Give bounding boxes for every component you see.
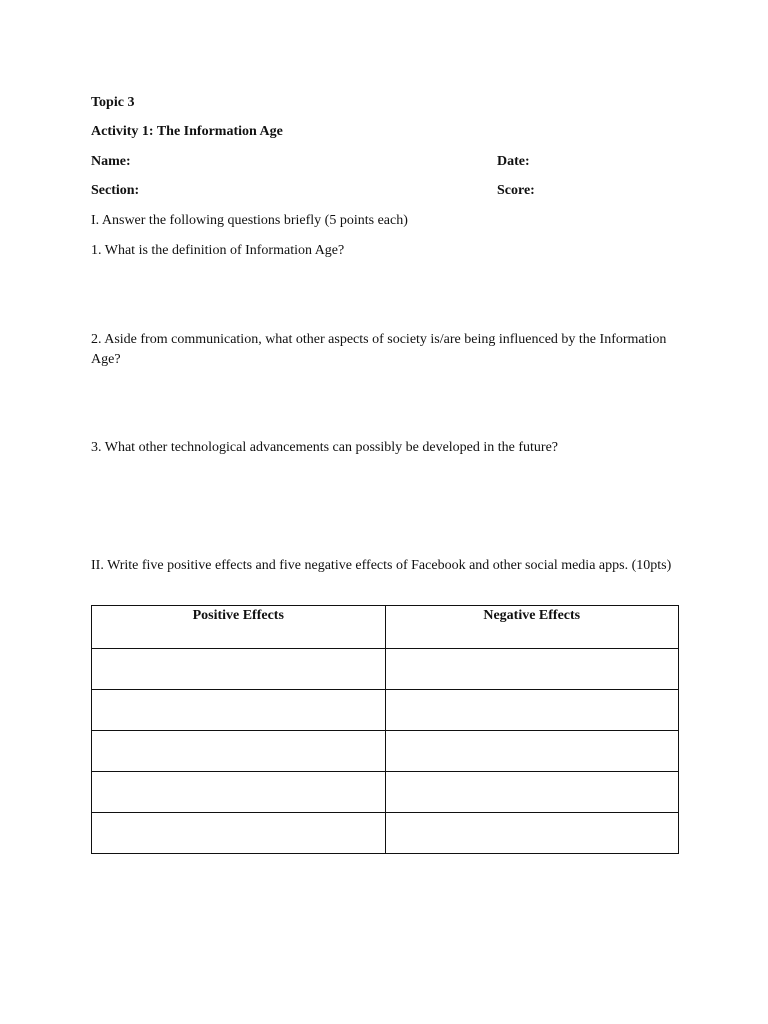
negative-effects-header: Negative Effects (385, 606, 679, 649)
positive-effect-cell[interactable] (92, 649, 386, 690)
part2-instruction: II. Write five positive effects and five negative effects of Facebook and other social media apps. (10pts) (91, 558, 672, 573)
negative-effect-cell[interactable] (385, 813, 679, 854)
question-3: 3. What other technological advancements can possibly be developed in the future? (91, 440, 559, 455)
negative-effect-cell[interactable] (385, 731, 679, 772)
table-row (92, 731, 679, 772)
table-row (92, 813, 679, 854)
part1-instruction: I. Answer the following questions briefly (5 points each) (91, 213, 408, 228)
positive-effect-cell[interactable] (92, 731, 386, 772)
positive-effect-cell[interactable] (92, 690, 386, 731)
name-label: Name: (91, 154, 131, 169)
negative-effect-cell[interactable] (385, 690, 679, 731)
effects-table (91, 605, 679, 854)
score-label: Score: (497, 183, 535, 198)
negative-effect-cell[interactable] (385, 772, 679, 813)
negative-effect-cell[interactable] (385, 649, 679, 690)
question-1: 1. What is the definition of Information Age? (91, 243, 345, 258)
table-row (92, 649, 679, 690)
positive-effect-cell[interactable] (92, 772, 386, 813)
table-row (92, 772, 679, 813)
activity-title: Activity 1: The Information Age (91, 124, 283, 139)
positive-effects-header: Positive Effects (92, 606, 386, 649)
table-row (92, 690, 679, 731)
table-header-row (92, 606, 679, 649)
date-label: Date: (497, 154, 530, 169)
section-label: Section: (91, 183, 140, 198)
positive-effect-cell[interactable] (92, 813, 386, 854)
question-2: 2. Aside from communication, what other aspects of society is/are being influenced by the Information Age? (91, 332, 667, 367)
topic-heading: Topic 3 (91, 95, 135, 110)
